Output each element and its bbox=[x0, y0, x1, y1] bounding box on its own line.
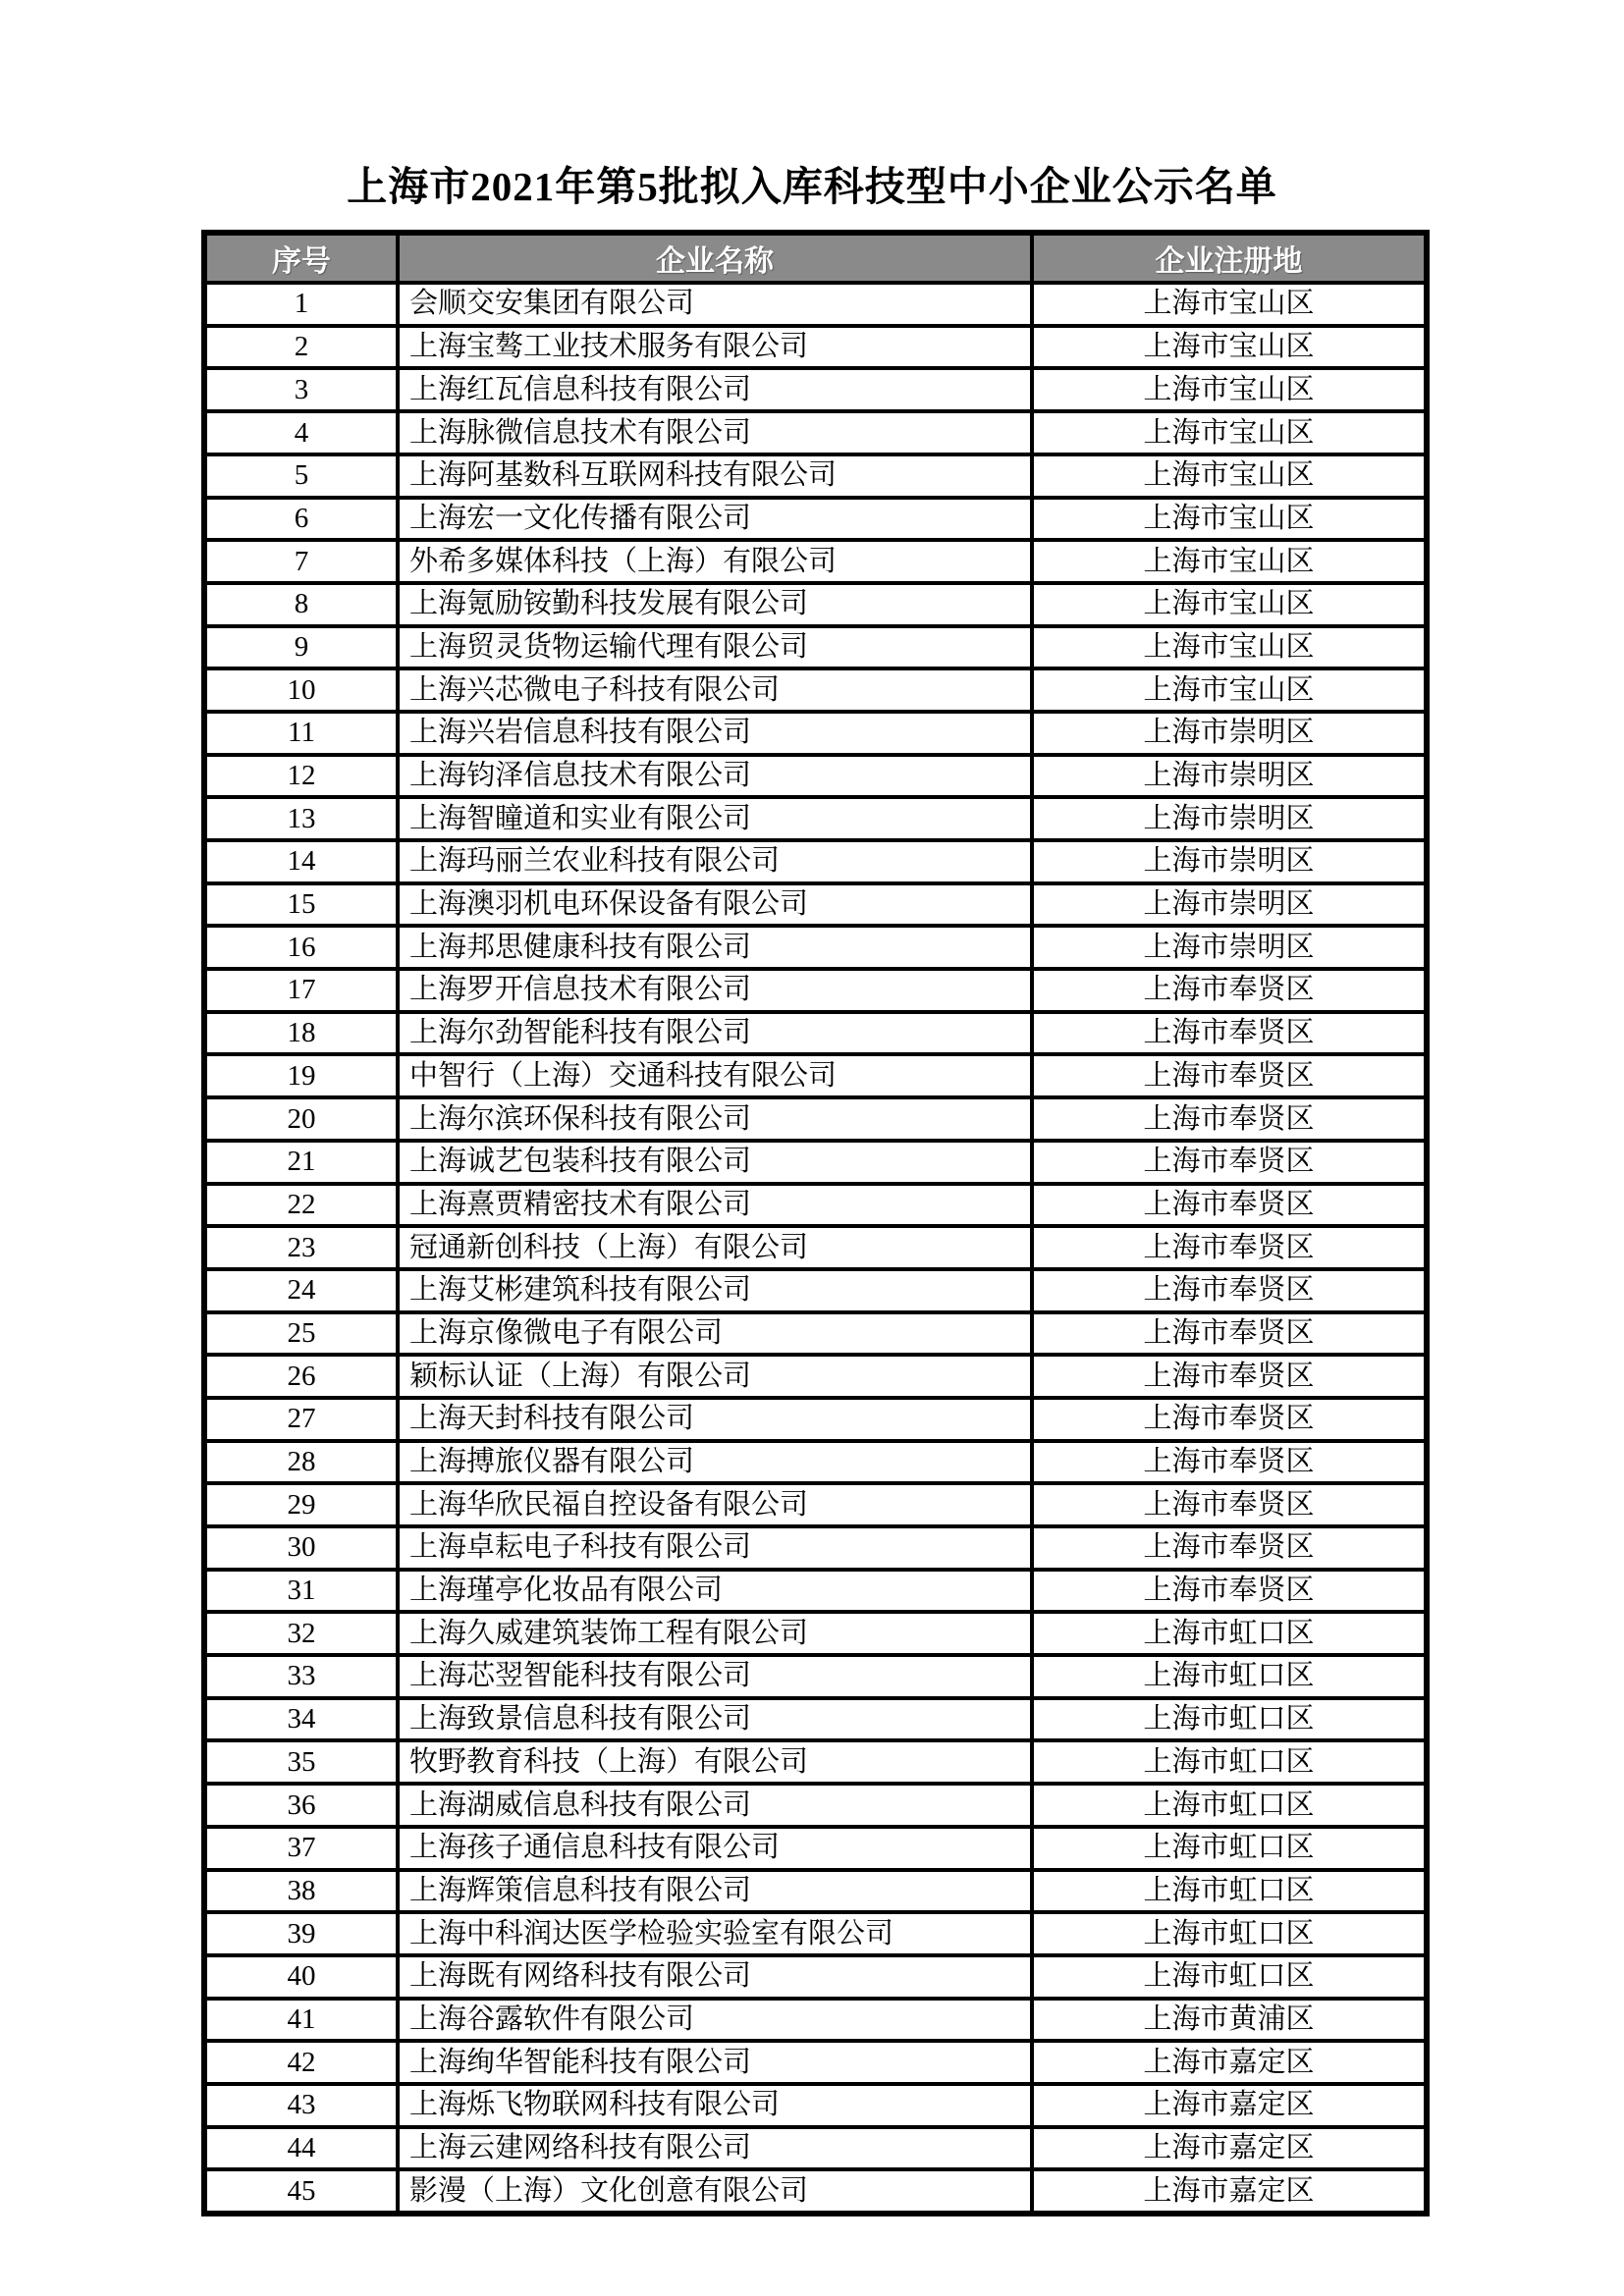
company-name-cell: 上海邦思健康科技有限公司 bbox=[398, 926, 1032, 969]
table-row bbox=[204, 1827, 1427, 1870]
row-number-cell: 45 bbox=[204, 2169, 398, 2214]
table-row bbox=[204, 368, 1427, 411]
company-location-cell: 上海市虹口区 bbox=[1032, 1955, 1427, 1999]
table-row bbox=[204, 1054, 1427, 1097]
table-row bbox=[204, 712, 1427, 755]
company-name-cell: 上海宏一文化传播有限公司 bbox=[398, 498, 1032, 541]
row-number-cell: 17 bbox=[204, 969, 398, 1012]
row-number-cell: 15 bbox=[204, 883, 398, 927]
company-location-cell: 上海市奉贤区 bbox=[1032, 969, 1427, 1012]
company-location-cell: 上海市宝山区 bbox=[1032, 454, 1427, 498]
row-number-cell: 11 bbox=[204, 712, 398, 755]
company-location-cell: 上海市崇明区 bbox=[1032, 797, 1427, 840]
row-number-cell: 1 bbox=[204, 283, 398, 326]
company-location-cell: 上海市嘉定区 bbox=[1032, 2169, 1427, 2214]
company-location-cell: 上海市奉贤区 bbox=[1032, 1097, 1427, 1141]
company-name-cell: 上海湖威信息科技有限公司 bbox=[398, 1784, 1032, 1827]
table-row bbox=[204, 283, 1427, 326]
table-row bbox=[204, 540, 1427, 583]
company-location-cell: 上海市奉贤区 bbox=[1032, 1355, 1427, 1398]
company-location-cell: 上海市虹口区 bbox=[1032, 1740, 1427, 1784]
company-name-cell: 上海阿基数科互联网科技有限公司 bbox=[398, 454, 1032, 498]
company-name-cell: 上海绚华智能科技有限公司 bbox=[398, 2041, 1032, 2084]
row-number-cell: 24 bbox=[204, 1269, 398, 1312]
company-location-cell: 上海市宝山区 bbox=[1032, 498, 1427, 541]
company-name-cell: 上海脉微信息技术有限公司 bbox=[398, 411, 1032, 454]
table-row bbox=[204, 1355, 1427, 1398]
row-number-cell: 8 bbox=[204, 583, 398, 626]
table-row bbox=[204, 883, 1427, 927]
table-row bbox=[204, 1269, 1427, 1312]
col-header-company-name: 企业名称 bbox=[398, 233, 1032, 283]
row-number-cell: 27 bbox=[204, 1398, 398, 1441]
company-location-cell: 上海市虹口区 bbox=[1032, 1827, 1427, 1870]
row-number-cell: 44 bbox=[204, 2127, 398, 2170]
row-number-cell: 7 bbox=[204, 540, 398, 583]
company-name-cell: 上海烁飞物联网科技有限公司 bbox=[398, 2084, 1032, 2127]
company-location-cell: 上海市虹口区 bbox=[1032, 1870, 1427, 1913]
company-location-cell: 上海市奉贤区 bbox=[1032, 1054, 1427, 1097]
row-number-cell: 34 bbox=[204, 1698, 398, 1741]
company-location-cell: 上海市黄浦区 bbox=[1032, 1999, 1427, 2042]
company-location-cell: 上海市虹口区 bbox=[1032, 1612, 1427, 1655]
company-location-cell: 上海市嘉定区 bbox=[1032, 2084, 1427, 2127]
company-location-cell: 上海市崇明区 bbox=[1032, 712, 1427, 755]
company-location-cell: 上海市奉贤区 bbox=[1032, 1012, 1427, 1055]
company-name-cell: 会顺交安集团有限公司 bbox=[398, 283, 1032, 326]
table-row bbox=[204, 1955, 1427, 1999]
company-name-cell: 上海云建网络科技有限公司 bbox=[398, 2127, 1032, 2170]
table-row bbox=[204, 1612, 1427, 1655]
row-number-cell: 28 bbox=[204, 1441, 398, 1484]
row-number-cell: 16 bbox=[204, 926, 398, 969]
company-name-cell: 上海氪励铵勤科技发展有限公司 bbox=[398, 583, 1032, 626]
table-row bbox=[204, 2041, 1427, 2084]
company-name-cell: 上海宝骜工业技术服务有限公司 bbox=[398, 326, 1032, 369]
table-row bbox=[204, 1398, 1427, 1441]
company-name-cell: 上海芯翌智能科技有限公司 bbox=[398, 1655, 1032, 1698]
company-location-cell: 上海市奉贤区 bbox=[1032, 1483, 1427, 1526]
row-number-cell: 23 bbox=[204, 1226, 398, 1269]
company-name-cell: 上海天封科技有限公司 bbox=[398, 1398, 1032, 1441]
table-row bbox=[204, 1141, 1427, 1184]
company-location-cell: 上海市虹口区 bbox=[1032, 1912, 1427, 1955]
company-location-cell: 上海市嘉定区 bbox=[1032, 2127, 1427, 2170]
row-number-cell: 33 bbox=[204, 1655, 398, 1698]
row-number-cell: 6 bbox=[204, 498, 398, 541]
row-number-cell: 9 bbox=[204, 626, 398, 669]
table-body bbox=[204, 283, 1427, 2214]
row-number-cell: 30 bbox=[204, 1526, 398, 1570]
table-row bbox=[204, 1526, 1427, 1570]
company-name-cell: 上海辉策信息科技有限公司 bbox=[398, 1870, 1032, 1913]
table-row bbox=[204, 1912, 1427, 1955]
company-name-cell: 冠通新创科技（上海）有限公司 bbox=[398, 1226, 1032, 1269]
company-location-cell: 上海市奉贤区 bbox=[1032, 1570, 1427, 1613]
table-row bbox=[204, 1012, 1427, 1055]
company-location-cell: 上海市崇明区 bbox=[1032, 840, 1427, 883]
company-table bbox=[201, 230, 1430, 2216]
table-row bbox=[204, 1226, 1427, 1269]
company-location-cell: 上海市奉贤区 bbox=[1032, 1269, 1427, 1312]
row-number-cell: 20 bbox=[204, 1097, 398, 1141]
row-number-cell: 41 bbox=[204, 1999, 398, 2042]
table-row bbox=[204, 1870, 1427, 1913]
table-row bbox=[204, 1999, 1427, 2042]
company-name-cell: 上海卓耘电子科技有限公司 bbox=[398, 1526, 1032, 1570]
company-location-cell: 上海市宝山区 bbox=[1032, 283, 1427, 326]
table-row bbox=[204, 1740, 1427, 1784]
company-location-cell: 上海市宝山区 bbox=[1032, 626, 1427, 669]
company-name-cell: 上海谷露软件有限公司 bbox=[398, 1999, 1032, 2042]
table-row bbox=[204, 411, 1427, 454]
row-number-cell: 22 bbox=[204, 1184, 398, 1227]
company-location-cell: 上海市宝山区 bbox=[1032, 668, 1427, 712]
company-location-cell: 上海市奉贤区 bbox=[1032, 1226, 1427, 1269]
table-row bbox=[204, 454, 1427, 498]
table-row bbox=[204, 498, 1427, 541]
company-location-cell: 上海市虹口区 bbox=[1032, 1698, 1427, 1741]
company-name-cell: 上海艾彬建筑科技有限公司 bbox=[398, 1269, 1032, 1312]
col-header-no: 序号 bbox=[204, 233, 398, 283]
row-number-cell: 3 bbox=[204, 368, 398, 411]
company-location-cell: 上海市宝山区 bbox=[1032, 326, 1427, 369]
row-number-cell: 19 bbox=[204, 1054, 398, 1097]
row-number-cell: 4 bbox=[204, 411, 398, 454]
row-number-cell: 38 bbox=[204, 1870, 398, 1913]
company-location-cell: 上海市宝山区 bbox=[1032, 411, 1427, 454]
company-name-cell: 上海搏旅仪器有限公司 bbox=[398, 1441, 1032, 1484]
table-row bbox=[204, 626, 1427, 669]
company-location-cell: 上海市奉贤区 bbox=[1032, 1526, 1427, 1570]
row-number-cell: 31 bbox=[204, 1570, 398, 1613]
company-name-cell: 上海智瞳道和实业有限公司 bbox=[398, 797, 1032, 840]
table-row bbox=[204, 2084, 1427, 2127]
company-location-cell: 上海市宝山区 bbox=[1032, 583, 1427, 626]
company-location-cell: 上海市崇明区 bbox=[1032, 755, 1427, 798]
company-name-cell: 牧野教育科技（上海）有限公司 bbox=[398, 1740, 1032, 1784]
company-name-cell: 上海既有网络科技有限公司 bbox=[398, 1955, 1032, 1999]
row-number-cell: 13 bbox=[204, 797, 398, 840]
row-number-cell: 39 bbox=[204, 1912, 398, 1955]
company-name-cell: 上海贸灵货物运输代理有限公司 bbox=[398, 626, 1032, 669]
table-row bbox=[204, 797, 1427, 840]
row-number-cell: 40 bbox=[204, 1955, 398, 1999]
table-row bbox=[204, 1698, 1427, 1741]
table-row bbox=[204, 668, 1427, 712]
row-number-cell: 14 bbox=[204, 840, 398, 883]
row-number-cell: 42 bbox=[204, 2041, 398, 2084]
company-name-cell: 颖标认证（上海）有限公司 bbox=[398, 1355, 1032, 1398]
table-row bbox=[204, 2127, 1427, 2170]
row-number-cell: 10 bbox=[204, 668, 398, 712]
company-name-cell: 影漫（上海）文化创意有限公司 bbox=[398, 2169, 1032, 2214]
row-number-cell: 36 bbox=[204, 1784, 398, 1827]
row-number-cell: 12 bbox=[204, 755, 398, 798]
table-row bbox=[204, 1483, 1427, 1526]
table-row bbox=[204, 1655, 1427, 1698]
table-row bbox=[204, 755, 1427, 798]
company-name-cell: 上海中科润达医学检验实验室有限公司 bbox=[398, 1912, 1032, 1955]
row-number-cell: 43 bbox=[204, 2084, 398, 2127]
company-location-cell: 上海市奉贤区 bbox=[1032, 1441, 1427, 1484]
company-location-cell: 上海市宝山区 bbox=[1032, 540, 1427, 583]
company-name-cell: 上海久威建筑装饰工程有限公司 bbox=[398, 1612, 1032, 1655]
company-name-cell: 上海澳羽机电环保设备有限公司 bbox=[398, 883, 1032, 927]
table-row bbox=[204, 1097, 1427, 1141]
company-name-cell: 上海兴岩信息科技有限公司 bbox=[398, 712, 1032, 755]
row-number-cell: 26 bbox=[204, 1355, 398, 1398]
company-name-cell: 上海致景信息科技有限公司 bbox=[398, 1698, 1032, 1741]
row-number-cell: 2 bbox=[204, 326, 398, 369]
company-name-cell: 上海瑾亭化妆品有限公司 bbox=[398, 1570, 1032, 1613]
row-number-cell: 32 bbox=[204, 1612, 398, 1655]
table-row bbox=[204, 1784, 1427, 1827]
company-location-cell: 上海市崇明区 bbox=[1032, 883, 1427, 927]
table-row bbox=[204, 2169, 1427, 2214]
company-location-cell: 上海市崇明区 bbox=[1032, 926, 1427, 969]
company-name-cell: 上海诚艺包装科技有限公司 bbox=[398, 1141, 1032, 1184]
col-header-registration-place: 企业注册地 bbox=[1032, 233, 1427, 283]
company-location-cell: 上海市奉贤区 bbox=[1032, 1398, 1427, 1441]
table-row bbox=[204, 1441, 1427, 1484]
table-row bbox=[204, 926, 1427, 969]
row-number-cell: 35 bbox=[204, 1740, 398, 1784]
company-name-cell: 外希多媒体科技（上海）有限公司 bbox=[398, 540, 1032, 583]
company-name-cell: 上海尔滨环保科技有限公司 bbox=[398, 1097, 1032, 1141]
table-row bbox=[204, 583, 1427, 626]
company-name-cell: 上海京像微电子有限公司 bbox=[398, 1312, 1032, 1356]
company-name-cell: 上海红瓦信息科技有限公司 bbox=[398, 368, 1032, 411]
company-location-cell: 上海市奉贤区 bbox=[1032, 1141, 1427, 1184]
company-name-cell: 上海罗开信息技术有限公司 bbox=[398, 969, 1032, 1012]
table-row bbox=[204, 1184, 1427, 1227]
company-name-cell: 上海兴芯微电子科技有限公司 bbox=[398, 668, 1032, 712]
row-number-cell: 29 bbox=[204, 1483, 398, 1526]
company-name-cell: 上海尔劲智能科技有限公司 bbox=[398, 1012, 1032, 1055]
table-row bbox=[204, 969, 1427, 1012]
company-name-cell: 上海熹贾精密技术有限公司 bbox=[398, 1184, 1032, 1227]
table-row bbox=[204, 1312, 1427, 1356]
company-name-cell: 上海孩子通信息科技有限公司 bbox=[398, 1827, 1032, 1870]
company-name-cell: 上海华欣民福自控设备有限公司 bbox=[398, 1483, 1032, 1526]
table-row bbox=[204, 326, 1427, 369]
table-header-row bbox=[204, 233, 1427, 283]
company-location-cell: 上海市虹口区 bbox=[1032, 1655, 1427, 1698]
company-location-cell: 上海市嘉定区 bbox=[1032, 2041, 1427, 2084]
row-number-cell: 18 bbox=[204, 1012, 398, 1055]
row-number-cell: 5 bbox=[204, 454, 398, 498]
company-location-cell: 上海市虹口区 bbox=[1032, 1784, 1427, 1827]
company-location-cell: 上海市奉贤区 bbox=[1032, 1184, 1427, 1227]
company-name-cell: 中智行（上海）交通科技有限公司 bbox=[398, 1054, 1032, 1097]
row-number-cell: 37 bbox=[204, 1827, 398, 1870]
table-row bbox=[204, 1570, 1427, 1613]
table-row bbox=[204, 840, 1427, 883]
page-title: 上海市2021年第5批拟入库科技型中小企业公示名单 bbox=[347, 164, 1277, 209]
row-number-cell: 21 bbox=[204, 1141, 398, 1184]
company-name-cell: 上海钧泽信息技术有限公司 bbox=[398, 755, 1032, 798]
company-name-cell: 上海玛丽兰农业科技有限公司 bbox=[398, 840, 1032, 883]
company-location-cell: 上海市奉贤区 bbox=[1032, 1312, 1427, 1356]
row-number-cell: 25 bbox=[204, 1312, 398, 1356]
company-location-cell: 上海市宝山区 bbox=[1032, 368, 1427, 411]
